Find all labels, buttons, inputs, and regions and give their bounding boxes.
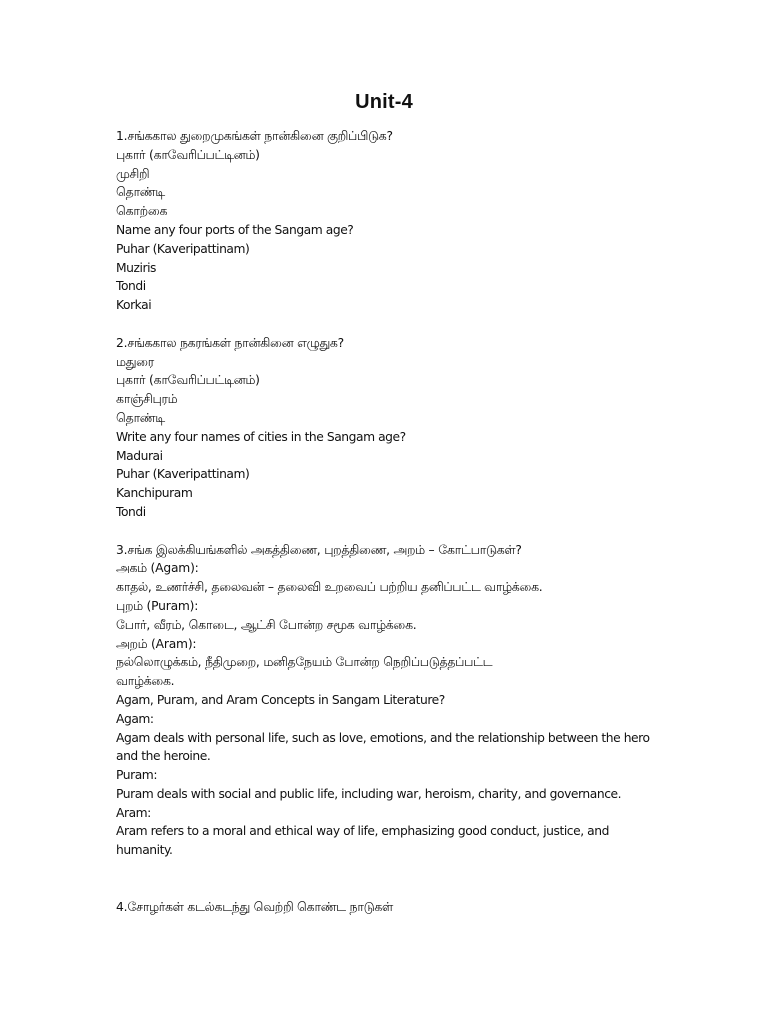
tamil-text-line: 1.சங்ககால துறைமுகங்கள் நான்கினை குறிப்பிடுக? [116,129,393,143]
document-body [116,127,676,916]
english-text-line: Tondi [116,279,146,294]
tamil-text-line: காதல், உணர்ச்சி, தலைவன் – தலைவி உறவைப் பற்றிய தனிப்பட்ட வாழ்க்கை. [116,580,543,595]
tamil-text-line: புறம் (Puram): [116,598,199,613]
tamil-text-line: நல்லொழுக்கம், நீதிமுறை, மனிதநேயம் போன்ற நெறிப்படுத்தப்பட்ட [116,655,493,670]
tamil-text-line: தொண்டி [116,185,165,200]
page-title: Unit-4 [355,91,413,113]
tamil-text-line: 2.சங்ககால நகரங்கள் நான்கினை எழுதுக? [116,335,344,350]
tamil-text-line: புகார் (காவேரிப்பட்டினம்) [116,147,260,162]
english-text-line: Tondi [116,504,146,519]
tamil-text-line: 4.சோழர்கள் கடல்கடந்து வெற்றி கொண்ட நாடுகள் [116,899,393,914]
blank-line [116,860,676,898]
tamil-text-line: வாழ்க்கை. [116,674,175,689]
tamil-text-line: தொண்டி [116,410,165,425]
english-text-line: Agam deals with personal life, such as love, emotions, and the relationship between the hero [116,730,650,745]
english-text-line: Muziris [116,260,157,275]
tamil-text-line: போர், வீரம், கொடை, ஆட்சி போன்ற சமூக வாழ்க்கை. [116,617,417,632]
english-text-line: Aram refers to a moral and ethical way of life, emphasizing good conduct, justice, and [116,824,609,839]
tamil-text-line: 3.சங்க இலக்கியங்களில் அகத்திணை, புறத்திணை, அறம் – கோட்பாடுகள்? [116,542,522,557]
english-text-line: Aram: [116,805,151,820]
tamil-text-line: அறம் (Aram): [116,636,197,651]
tamil-text-line: மதுரை [116,354,154,369]
english-text-line: Puram deals with social and public life, including war, heroism, charity, and governance. [116,786,622,801]
english-text-line: Write any four names of cities in the Sangam age? [116,429,406,444]
tamil-text-line: புகார் (காவேரிப்பட்டினம்) [116,373,260,388]
english-text-line: Puhar (Kaveripattinam) [116,241,250,256]
tamil-text-line: முசிறி [116,166,150,181]
english-text-line: Name any four ports of the Sangam age? [116,222,354,237]
blank-line [116,315,676,334]
english-text-line: Kanchipuram [116,486,193,501]
english-text-line: Puhar (Kaveripattinam) [116,467,250,482]
english-text-line: Korkai [116,298,152,313]
english-text-line: Puram: [116,768,158,783]
english-text-line: Agam, Puram, and Aram Concepts in Sangam Literature? [116,692,445,707]
english-text-line: Madurai [116,448,163,463]
english-text-line: Agam: [116,711,154,726]
tamil-text-line: கொற்கை [116,204,168,219]
english-text-line: humanity. [116,843,173,858]
english-text-line: and the heroine. [116,749,211,764]
tamil-text-line: காஞ்சிபுரம் [116,392,178,407]
blank-line [116,522,676,541]
tamil-text-line: அகம் (Agam): [116,561,199,576]
